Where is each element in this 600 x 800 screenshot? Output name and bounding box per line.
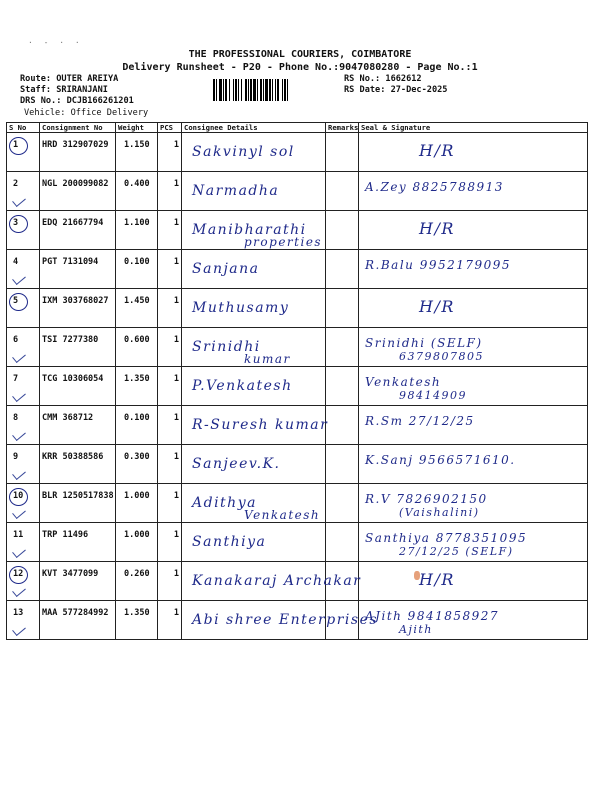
seal-signature: H/R	[419, 297, 455, 316]
consignment-number: NGL 200099082	[42, 179, 109, 189]
table-row	[7, 484, 588, 523]
weight-value: 1.100	[124, 218, 150, 228]
cell-weight	[116, 211, 158, 250]
tick-mark-icon	[12, 350, 26, 363]
tick-mark-icon	[12, 194, 26, 207]
consignment-number: KRR 50388586	[42, 452, 104, 462]
seal-signature-line2: Ajith	[399, 623, 433, 636]
cell-remarks	[326, 289, 359, 328]
barcode-bar	[277, 79, 279, 101]
consignee-name-line2: Venkatesh	[244, 508, 321, 522]
table-row	[7, 523, 588, 562]
weight-value: 0.600	[124, 335, 150, 345]
cell-sno	[7, 328, 40, 367]
serial-number: 13	[13, 608, 24, 618]
barcode-bar	[275, 79, 276, 101]
serial-number: 3	[13, 218, 19, 228]
cell-consignee	[182, 289, 326, 328]
cell-consignee	[182, 562, 362, 601]
tick-mark-icon	[12, 545, 26, 558]
consignment-number: HRD 312907029	[42, 140, 109, 150]
barcode-bar	[269, 79, 271, 101]
consignment-number: PGT 7131094	[42, 257, 99, 267]
company-title: THE PROFESSIONAL COURIERS, COIMBATORE	[188, 49, 412, 60]
cell-consignee	[182, 172, 326, 211]
seal-signature: R.V 7826902150	[365, 492, 488, 506]
cell-pcs	[158, 406, 182, 445]
table-row	[7, 133, 588, 172]
barcode-bar	[238, 79, 239, 101]
cell-consignment	[40, 601, 116, 640]
cell-seal	[359, 523, 588, 562]
barcode-bar	[250, 79, 252, 101]
pcs-value: 1	[173, 179, 179, 189]
cell-weight	[116, 328, 158, 367]
barcode	[213, 79, 340, 101]
cell-sno	[7, 445, 40, 484]
cell-seal	[359, 250, 588, 289]
weight-value: 0.300	[124, 452, 150, 462]
meta-right	[344, 74, 447, 96]
serial-number: 5	[13, 296, 19, 306]
consignment-number: TRP 11496	[42, 530, 89, 540]
table-row	[7, 601, 588, 640]
weight-value: 1.350	[124, 374, 150, 384]
barcode-bar	[219, 79, 222, 101]
seal-signature: Venkatesh	[365, 375, 442, 389]
table-row	[7, 367, 588, 406]
weight-value: 0.100	[124, 413, 150, 423]
consignee-name: P.Venkatesh	[192, 378, 293, 394]
header-sno: S No	[7, 123, 40, 133]
cell-consignee	[182, 445, 326, 484]
seal-signature: H/R	[419, 570, 455, 589]
weight-value: 1.450	[124, 296, 150, 306]
barcode-bar	[284, 79, 286, 101]
cell-consignee	[182, 406, 329, 445]
consignee-name: Sakvinyl sol	[192, 144, 295, 160]
cell-consignee	[182, 367, 326, 406]
cell-pcs	[158, 367, 182, 406]
header-consignment: Consignment No	[40, 123, 116, 133]
seal-signature: A.Zey 8825788913	[365, 180, 504, 194]
cell-weight	[116, 562, 158, 601]
seal-signature: H/R	[419, 219, 455, 238]
pcs-value: 1	[173, 218, 179, 228]
cell-sno	[7, 406, 40, 445]
cell-seal	[359, 367, 588, 406]
consignee-name: Sanjeev.K.	[192, 456, 281, 472]
seal-signature: H/R	[419, 141, 455, 160]
cell-sno	[7, 367, 40, 406]
serial-number: 4	[13, 257, 19, 267]
header-seal: Seal & Signature	[359, 123, 588, 133]
cell-consignment	[40, 211, 116, 250]
pcs-value: 1	[173, 413, 179, 423]
consignment-number: CMM 368712	[42, 413, 94, 423]
barcode-bar	[216, 79, 217, 101]
runsheet-table	[6, 122, 588, 640]
header-remarks: Remarks	[326, 123, 359, 133]
pcs-value: 1	[173, 296, 179, 306]
header-pcs: PCS	[158, 123, 182, 133]
cell-weight	[116, 289, 158, 328]
barcode-bar	[287, 79, 288, 101]
barcode-bar	[253, 79, 256, 101]
barcode-bar	[260, 79, 262, 101]
cell-consignment	[40, 406, 116, 445]
cell-remarks	[326, 328, 359, 367]
cell-weight	[116, 601, 158, 640]
cell-sno	[7, 250, 40, 289]
consignment-number: IXM 303768027	[42, 296, 109, 306]
consignee-name: Muthusamy	[192, 300, 290, 316]
weight-value: 1.350	[124, 608, 150, 618]
cell-sno	[7, 289, 40, 328]
consignee-name: Santhiya	[192, 534, 267, 550]
weight-value: 0.400	[124, 179, 150, 189]
cell-remarks	[326, 211, 359, 250]
cell-sno	[7, 484, 40, 523]
weight-value: 1.000	[124, 491, 150, 501]
barcode-bar	[248, 79, 249, 101]
barcode-bar	[282, 79, 283, 101]
runsheet-subtitle: Delivery Runsheet - P20 - Phone No.:9047080280 - Page No.:1	[122, 62, 478, 73]
tick-mark-icon	[12, 584, 26, 597]
cell-weight	[116, 133, 158, 172]
seal-signature-line2: 27/12/25 (SELF)	[399, 545, 514, 558]
cell-pcs	[158, 328, 182, 367]
consignee-name: Srinidhi	[192, 339, 261, 355]
serial-number: 11	[13, 530, 24, 540]
cell-consignment	[40, 289, 116, 328]
cell-remarks	[326, 406, 359, 445]
table-row	[7, 250, 588, 289]
serial-number: 12	[13, 569, 24, 579]
serial-number: 8	[13, 413, 19, 423]
circle-mark	[9, 215, 28, 233]
circle-mark	[9, 293, 28, 311]
tick-mark-icon	[12, 467, 26, 480]
cell-seal	[359, 172, 588, 211]
pcs-value: 1	[173, 530, 179, 540]
cell-pcs	[158, 445, 182, 484]
cell-consignment	[40, 445, 116, 484]
barcode-bar	[235, 79, 237, 101]
serial-number: 9	[13, 452, 19, 462]
cell-remarks	[326, 367, 359, 406]
serial-number: 7	[13, 374, 19, 384]
cell-consignee	[182, 328, 326, 367]
table-row	[7, 211, 588, 250]
cell-remarks	[326, 250, 359, 289]
table-row	[7, 562, 588, 601]
cell-pcs	[158, 484, 182, 523]
barcode-bar	[225, 79, 227, 101]
drs-label: DRS No.: DCJB166261201	[20, 96, 134, 106]
serial-number: 1	[13, 140, 19, 150]
cell-pcs	[158, 133, 182, 172]
cell-consignment	[40, 172, 116, 211]
cell-weight	[116, 484, 158, 523]
barcode-bar	[213, 79, 215, 101]
cell-consignment	[40, 250, 116, 289]
cell-consignment	[40, 484, 116, 523]
pcs-value: 1	[173, 374, 179, 384]
table-row	[7, 445, 588, 484]
seal-signature-line2: 98414909	[399, 389, 467, 402]
table-row	[7, 289, 588, 328]
barcode-bar	[233, 79, 234, 101]
barcode-bar	[272, 79, 273, 101]
barcode-bar	[223, 79, 224, 101]
serial-number: 6	[13, 335, 19, 345]
cell-consignee	[182, 601, 379, 640]
cell-seal	[359, 445, 588, 484]
weight-value: 1.000	[124, 530, 150, 540]
tick-mark-icon	[12, 506, 26, 519]
route-label: Route: OUTER AREIYA	[20, 74, 119, 84]
barcode-bar	[263, 79, 264, 101]
cell-pcs	[158, 250, 182, 289]
cell-consignment	[40, 523, 116, 562]
seal-signature-line2: 6379807805	[399, 350, 484, 363]
cell-remarks	[326, 133, 359, 172]
cell-seal	[359, 289, 588, 328]
cell-seal	[359, 211, 588, 250]
cell-pcs	[158, 562, 182, 601]
barcode-bar	[229, 79, 230, 101]
cell-consignment	[40, 133, 116, 172]
cell-consignment	[40, 328, 116, 367]
cell-consignee	[182, 523, 326, 562]
cell-pcs	[158, 211, 182, 250]
consignee-name-line2: kumar	[244, 352, 291, 366]
cell-seal	[359, 133, 588, 172]
rs-number: RS No.: 1662612	[344, 74, 422, 84]
tick-mark-icon	[12, 428, 26, 441]
seal-signature: AJith 9841858927	[365, 609, 500, 623]
barcode-bar	[265, 79, 268, 101]
consignee-name: Manibharathi	[192, 222, 307, 238]
cell-weight	[116, 250, 158, 289]
cell-consignee	[182, 133, 326, 172]
weight-value: 0.260	[124, 569, 150, 579]
cell-sno	[7, 601, 40, 640]
cell-remarks	[326, 601, 359, 640]
seal-signature: Srinidhi (SELF)	[365, 336, 483, 350]
cell-weight	[116, 367, 158, 406]
pcs-value: 1	[173, 569, 179, 579]
cell-remarks	[326, 172, 359, 211]
cell-sno	[7, 133, 40, 172]
table-row	[7, 406, 588, 445]
pcs-value: 1	[173, 452, 179, 462]
vehicle-label: Vehicle: Office Delivery	[24, 108, 149, 118]
cell-sno	[7, 562, 40, 601]
tick-mark-icon	[12, 389, 26, 402]
consignee-name: Narmadha	[192, 183, 280, 199]
consignee-name: Sanjana	[192, 261, 260, 277]
cell-pcs	[158, 289, 182, 328]
staff-label: Staff: SRIRANJANI	[20, 85, 108, 95]
cell-weight	[116, 445, 158, 484]
cell-weight	[116, 406, 158, 445]
barcode-bar	[241, 79, 242, 101]
consignee-name: R-Suresh kumar	[192, 417, 329, 433]
cell-sno	[7, 523, 40, 562]
barcode-bar	[257, 79, 258, 101]
cell-consignee	[182, 250, 326, 289]
header-weight: Weight	[116, 123, 158, 133]
consignment-number: TCG 10306054	[42, 374, 104, 384]
cell-consignment	[40, 562, 116, 601]
consignment-number: MAA 577284992	[42, 608, 109, 618]
cell-weight	[116, 523, 158, 562]
cell-consignee	[182, 484, 326, 523]
consignment-number: TSI 7277380	[42, 335, 99, 345]
pcs-value: 1	[173, 140, 179, 150]
cell-remarks	[326, 562, 359, 601]
circle-mark	[9, 137, 28, 155]
consignment-number: KVT 3477099	[42, 569, 99, 579]
cell-remarks	[326, 445, 359, 484]
cell-pcs	[158, 601, 182, 640]
cell-seal	[359, 328, 588, 367]
pcs-value: 1	[173, 608, 179, 618]
cell-consignee	[182, 211, 326, 250]
pcs-value: 1	[173, 491, 179, 501]
weight-value: 0.100	[124, 257, 150, 267]
cell-seal	[359, 406, 588, 445]
consignee-name-line2: properties	[244, 235, 323, 249]
meta-left	[20, 74, 134, 107]
cell-pcs	[158, 523, 182, 562]
seal-signature: K.Sanj 9566571610.	[365, 453, 516, 467]
serial-number: 10	[13, 491, 24, 501]
pcs-value: 1	[173, 335, 179, 345]
cell-sno	[7, 211, 40, 250]
consignee-name: Abi shree Enterprises	[192, 612, 379, 628]
cell-consignment	[40, 367, 116, 406]
seal-signature: R.Sm 27/12/25	[365, 414, 475, 428]
cell-sno	[7, 172, 40, 211]
consignee-name: Kanakaraj Archakar	[192, 573, 362, 589]
cell-remarks	[326, 523, 359, 562]
seal-signature: Santhiya 8778351095	[365, 531, 528, 545]
header-consignee: Consignee Details	[182, 123, 326, 133]
weight-value: 1.150	[124, 140, 150, 150]
consignment-number: EDQ 21667794	[42, 218, 104, 228]
scan-artifact: · - · ·	[28, 38, 83, 47]
table-row	[7, 172, 588, 211]
barcode-bar	[245, 79, 247, 101]
seal-signature-line2: (Vaishalini)	[399, 506, 480, 519]
tick-mark-icon	[12, 623, 26, 636]
cell-seal	[359, 562, 588, 601]
table-header-row	[7, 123, 588, 133]
consignment-number: BLR 1250517838	[42, 491, 114, 501]
consignee-name: Adithya	[192, 495, 257, 511]
tick-mark-icon	[12, 272, 26, 285]
serial-number: 2	[13, 179, 19, 189]
cell-remarks	[326, 484, 359, 523]
rs-date: RS Date: 27-Dec-2025	[344, 85, 448, 95]
seal-signature: R.Balu 9952179095	[365, 258, 512, 272]
cell-weight	[116, 172, 158, 211]
table-row	[7, 328, 588, 367]
pcs-value: 1	[173, 257, 179, 267]
cell-seal	[359, 601, 588, 640]
cell-pcs	[158, 172, 182, 211]
cell-seal	[359, 484, 588, 523]
